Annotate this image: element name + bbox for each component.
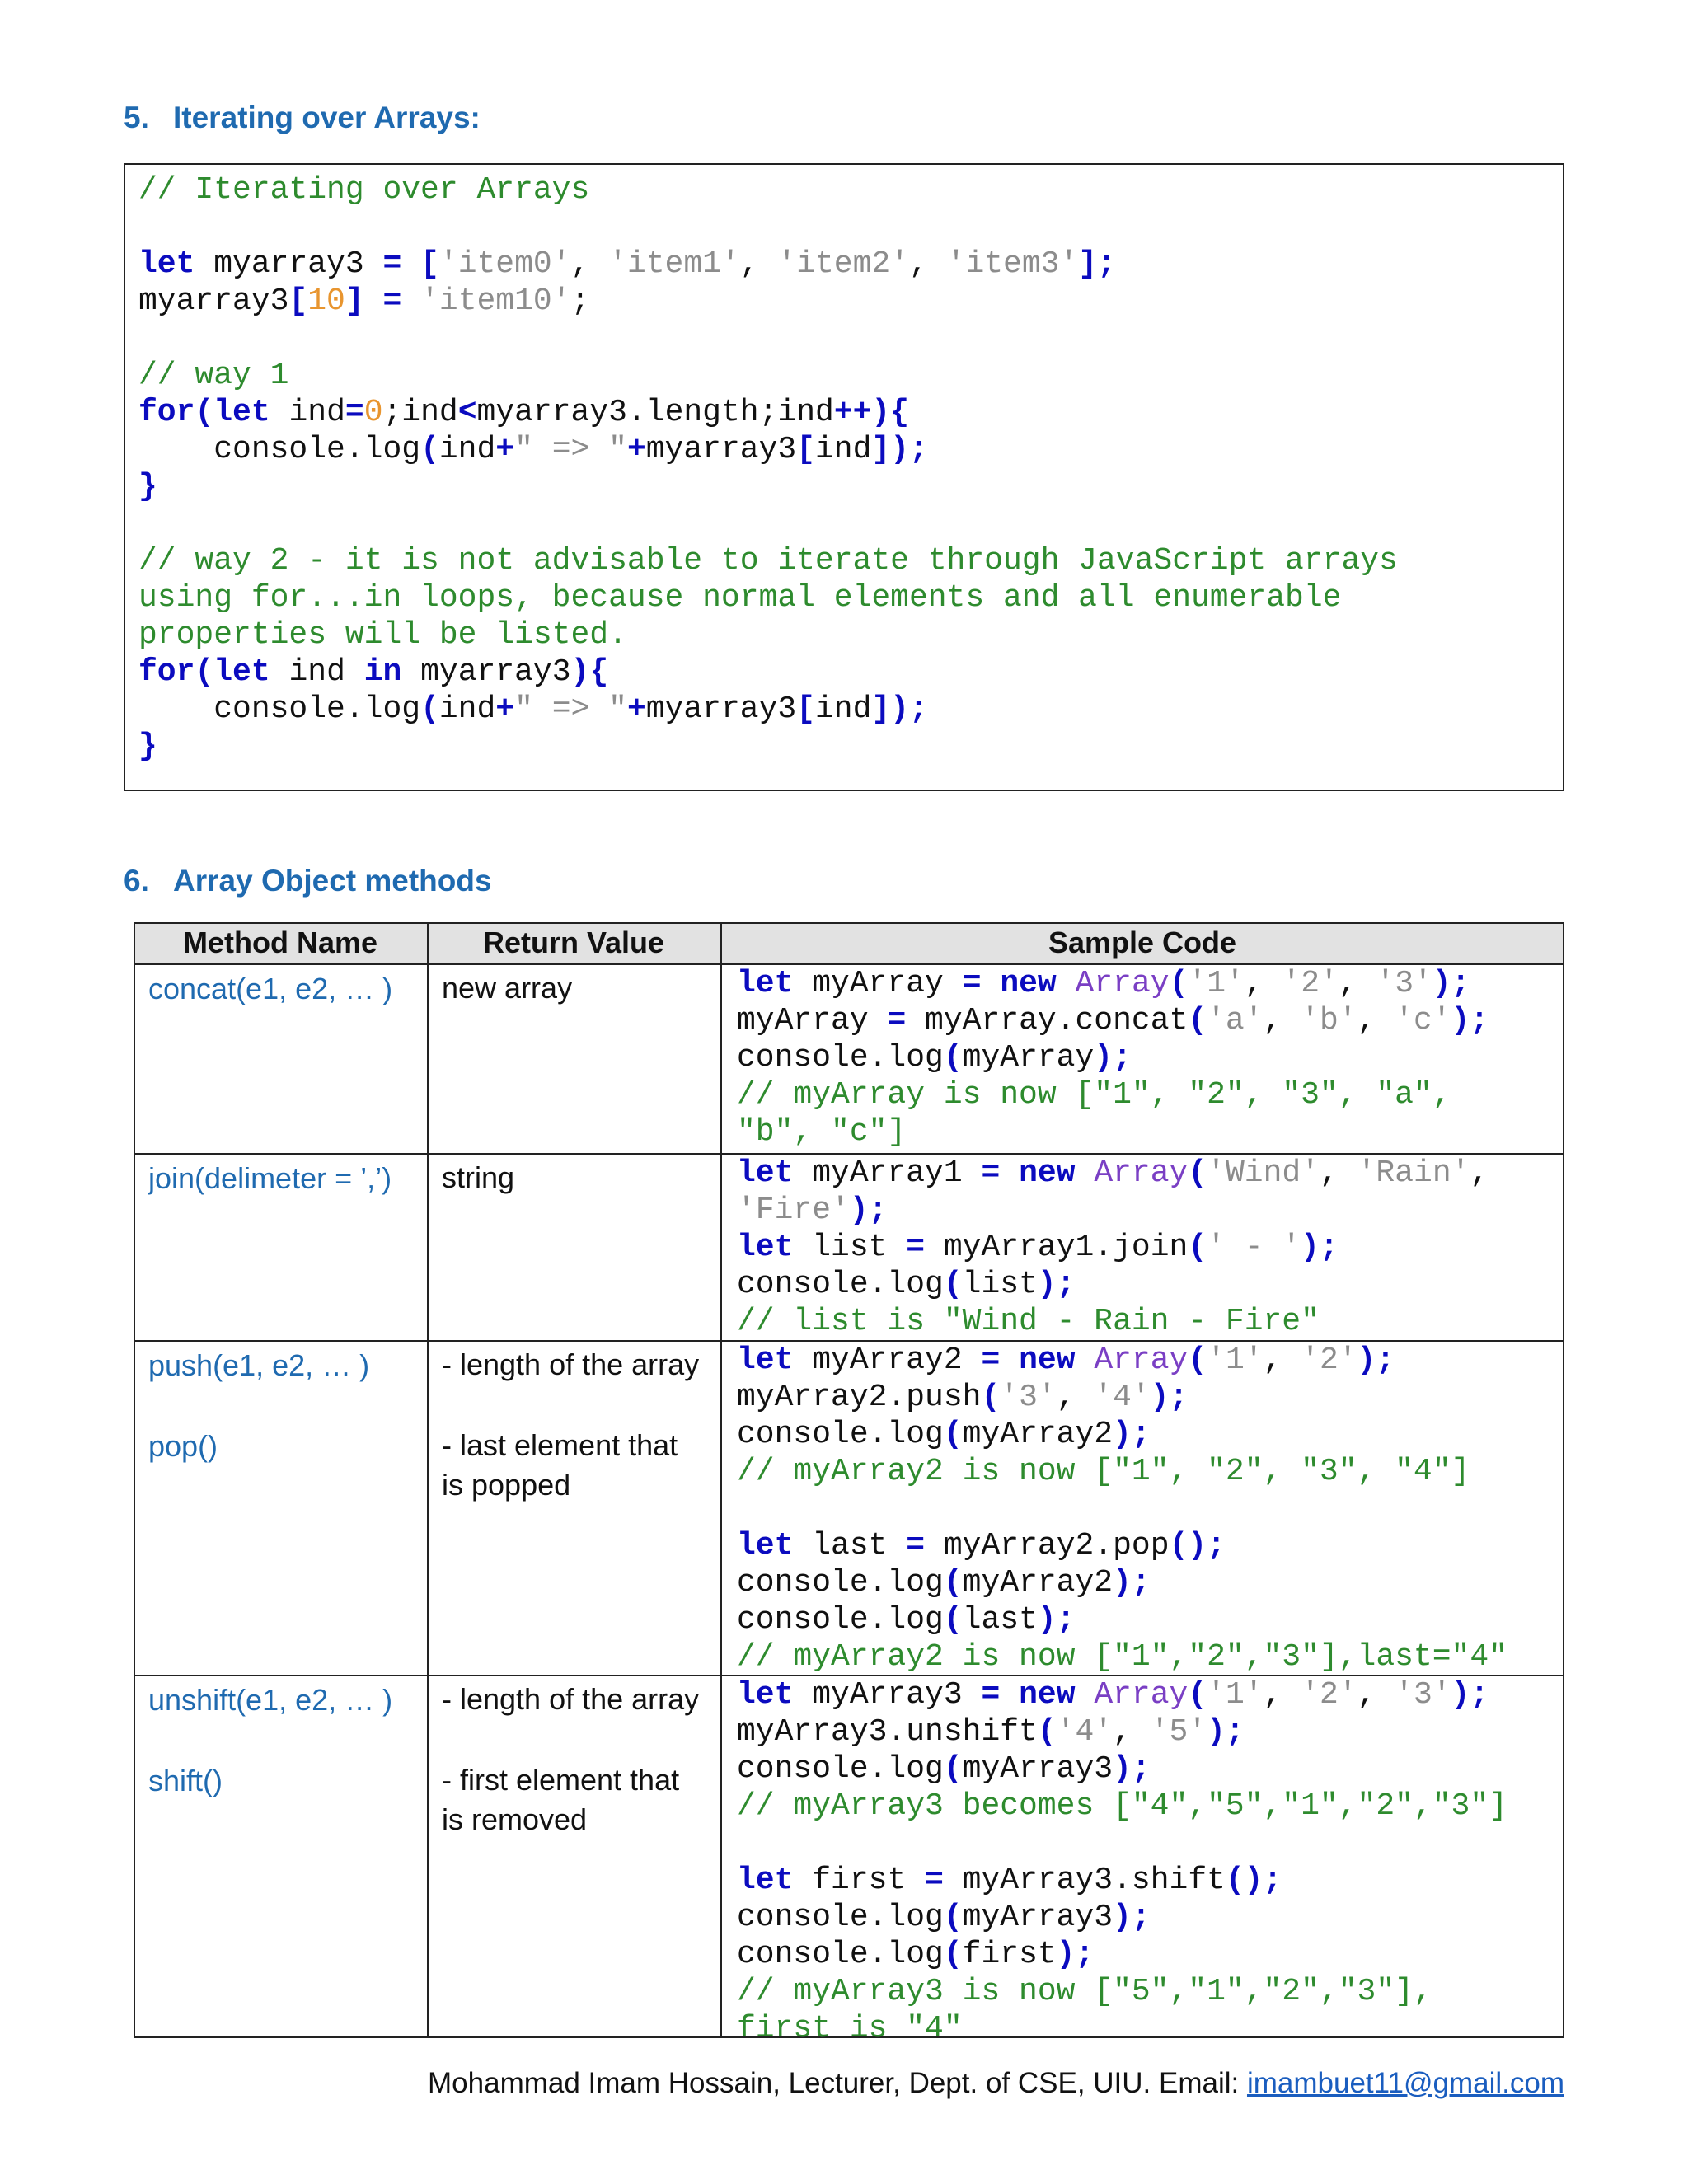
- code-text: ;: [570, 284, 590, 319]
- code-operator: ]: [345, 284, 364, 319]
- code-operator: ){: [871, 395, 910, 430]
- section-5-heading: [124, 101, 481, 135]
- code-keyword: let: [213, 395, 270, 430]
- code-operator: +: [495, 432, 515, 467]
- table-border: [1563, 922, 1564, 2038]
- code-keyword: let: [138, 246, 195, 282]
- page-footer: [428, 2067, 1564, 2100]
- code-text: ind: [815, 691, 872, 727]
- code-operator: (: [420, 432, 439, 467]
- code-comment: using for...in loops, because normal elements and all enumerable: [138, 580, 1342, 616]
- code-operator: +: [626, 432, 646, 467]
- code-text: console.log: [138, 691, 421, 727]
- method-name: shift(): [148, 1764, 223, 1797]
- code-operator: }: [138, 729, 157, 764]
- code-string: " => ": [514, 691, 627, 727]
- method-name: join(delimeter = ’,’): [148, 1161, 392, 1195]
- code-operator: ){: [570, 654, 609, 690]
- code-operator: <: [457, 395, 477, 430]
- code-operator: ++: [833, 395, 872, 430]
- array-methods-table: [134, 922, 1564, 2046]
- code-comment: // way 1: [138, 358, 289, 393]
- header-method-name: Method Name: [182, 926, 378, 959]
- code-operator: ];: [1078, 246, 1116, 282]
- section-number: 5.: [124, 101, 149, 134]
- email-link[interactable]: imambuet11@gmail.com: [1246, 2067, 1564, 2099]
- code-comment: "b", "c"]: [737, 1114, 907, 1150]
- code-text: ind: [815, 432, 872, 467]
- code-comment: // myArray is now ["1", "2", "3", "a",: [737, 1077, 1451, 1113]
- header-sample-code: Sample Code: [1048, 926, 1237, 959]
- method-name: push(e1, e2, … ): [148, 1348, 370, 1382]
- code-number: 0: [363, 395, 383, 430]
- code-string: 'item10': [420, 284, 571, 319]
- code-operator: =: [382, 246, 402, 282]
- method-name: unshift(e1, e2, … ): [148, 1683, 393, 1717]
- code-text: ind: [270, 395, 345, 430]
- footer-text: Mohammad Imam Hossain, Lecturer, Dept. of CSE, UIU. Email:: [428, 2067, 1247, 2099]
- return-value: is popped: [442, 1468, 571, 1502]
- code-operator: +: [626, 691, 646, 727]
- code-comment: // myArray3 is now ["5","1","2","3"],: [737, 1974, 1432, 2009]
- return-value: string: [442, 1160, 515, 1194]
- section-number: 6.: [124, 864, 149, 898]
- code-keyword: for: [138, 654, 195, 690]
- code-text: ;ind: [382, 395, 458, 430]
- section-title: Array Object methods: [173, 864, 492, 898]
- code-listing: // Iterating over Arrays let myarray3 = ['item0', 'item1', 'item2', 'item3']; myarray3[10] = 'item10'; // way 1 for(let ind=0;ind<myarray3.length;ind++){ console.log(ind+" => "+myarray3[ind]); } // way 2 - it is not advisable to iterate through JavaScript arrays using for...in loops, because normal elements and all enumerable properties will be listed. for(let ind in myarray3){ console.log(ind+" => "+myarray3[ind]); }: [138, 172, 1398, 764]
- code-operator: (: [195, 395, 214, 430]
- code-operator: =: [363, 284, 421, 319]
- code-text: myarray3: [645, 432, 797, 467]
- code-operator: +: [495, 691, 515, 727]
- code-comment: // way 2 - it is not advisable to iterate through JavaScript arrays: [138, 543, 1398, 579]
- code-text: ind: [438, 691, 496, 727]
- code-number: 10: [307, 284, 345, 319]
- sample-code: let myArray = new Array('1', '2', '3'); myArray = myArray.concat('a', 'b', 'c'); console.log(myArray); // myArray is now ["1", "2", "3", "a", "b", "c"]: [737, 966, 1489, 1150]
- code-text: ind: [270, 654, 364, 690]
- code-keyword: let: [213, 654, 270, 690]
- return-value: - length of the array: [442, 1682, 700, 1716]
- return-value: - last element that: [442, 1428, 678, 1462]
- code-string: 'item2': [777, 246, 910, 282]
- code-text: myarray3.length;ind: [476, 395, 834, 430]
- return-value: new array: [442, 971, 573, 1005]
- code-comment: // myArray3 becomes ["4","5","1","2","3"]: [737, 1788, 1507, 1824]
- sample-code: let myArray3 = new Array('1', '2', '3'); myArray3.unshift('4', '5'); console.log(myArray3); // myArray3 becomes ["4","5","1","2","3"] let first = myArray3.shift(); console.log(myArray3); console.log(first); // myArray3 is now ["5","1","2","3"], first is "4": [737, 1677, 1507, 2046]
- code-operator: }: [138, 469, 157, 504]
- code-keyword: in: [363, 654, 402, 690]
- return-value: - length of the array: [442, 1347, 700, 1381]
- table-border: [720, 922, 722, 2038]
- header-return-value: Return Value: [482, 926, 665, 959]
- code-comment: first is "4": [737, 2011, 963, 2046]
- code-string: 'item1': [608, 246, 740, 282]
- code-string: 'item0': [438, 246, 571, 282]
- table-border: [134, 922, 1564, 924]
- code-text: myarray3: [195, 246, 383, 282]
- code-operator: (: [420, 691, 439, 727]
- code-comment: // myArray2 is now ["1", "2", "3", "4"]: [737, 1454, 1470, 1489]
- return-value: - first element that: [442, 1763, 680, 1797]
- code-comment: properties will be listed.: [138, 617, 627, 653]
- return-value: is removed: [442, 1802, 588, 1836]
- code-comment: // myArray2 is now ["1","2","3"],last="4": [737, 1639, 1507, 1675]
- code-keyword: for: [138, 395, 195, 430]
- code-text: myarray3: [401, 654, 571, 690]
- code-comment: // list is "Wind - Rain - Fire": [737, 1304, 1320, 1339]
- code-text: myarray3: [645, 691, 797, 727]
- code-operator: [: [796, 432, 815, 467]
- code-text: myarray3: [138, 284, 289, 319]
- code-text: ind: [438, 432, 496, 467]
- section-title: Iterating over Arrays:: [173, 101, 481, 134]
- iterating-code-block: [124, 163, 1564, 791]
- section-6-heading: [124, 864, 492, 898]
- code-operator: ]);: [871, 691, 928, 727]
- table-border: [427, 922, 429, 2038]
- method-name: pop(): [148, 1429, 218, 1463]
- sample-code: let myArray2 = new Array('1', '2'); myArray2.push('3', '4'); console.log(myArray2); // myArray2 is now ["1", "2", "3", "4"] let last = myArray2.pop(); console.log(myArray2); console.log(last); // myArray2 is now ["1","2","3"],last="4": [737, 1343, 1507, 1675]
- code-text: console.log: [138, 432, 421, 467]
- code-operator: (: [195, 654, 214, 690]
- code-operator: [: [796, 691, 815, 727]
- code-comment: // Iterating over Arrays: [138, 172, 590, 208]
- code-operator: [: [288, 284, 308, 319]
- table-border: [134, 922, 135, 2038]
- code-operator: ]);: [871, 432, 928, 467]
- code-operator: =: [345, 395, 364, 430]
- code-operator: [: [401, 246, 439, 282]
- code-string: " => ": [514, 432, 627, 467]
- sample-code: let myArray1 = new Array('Wind', 'Rain', 'Fire'); let list = myArray1.join(' - '); console.log(list); // list is "Wind - Rain - Fire": [737, 1155, 1489, 1339]
- code-string: 'item3': [946, 246, 1079, 282]
- method-name: concat(e1, e2, … ): [148, 972, 393, 1005]
